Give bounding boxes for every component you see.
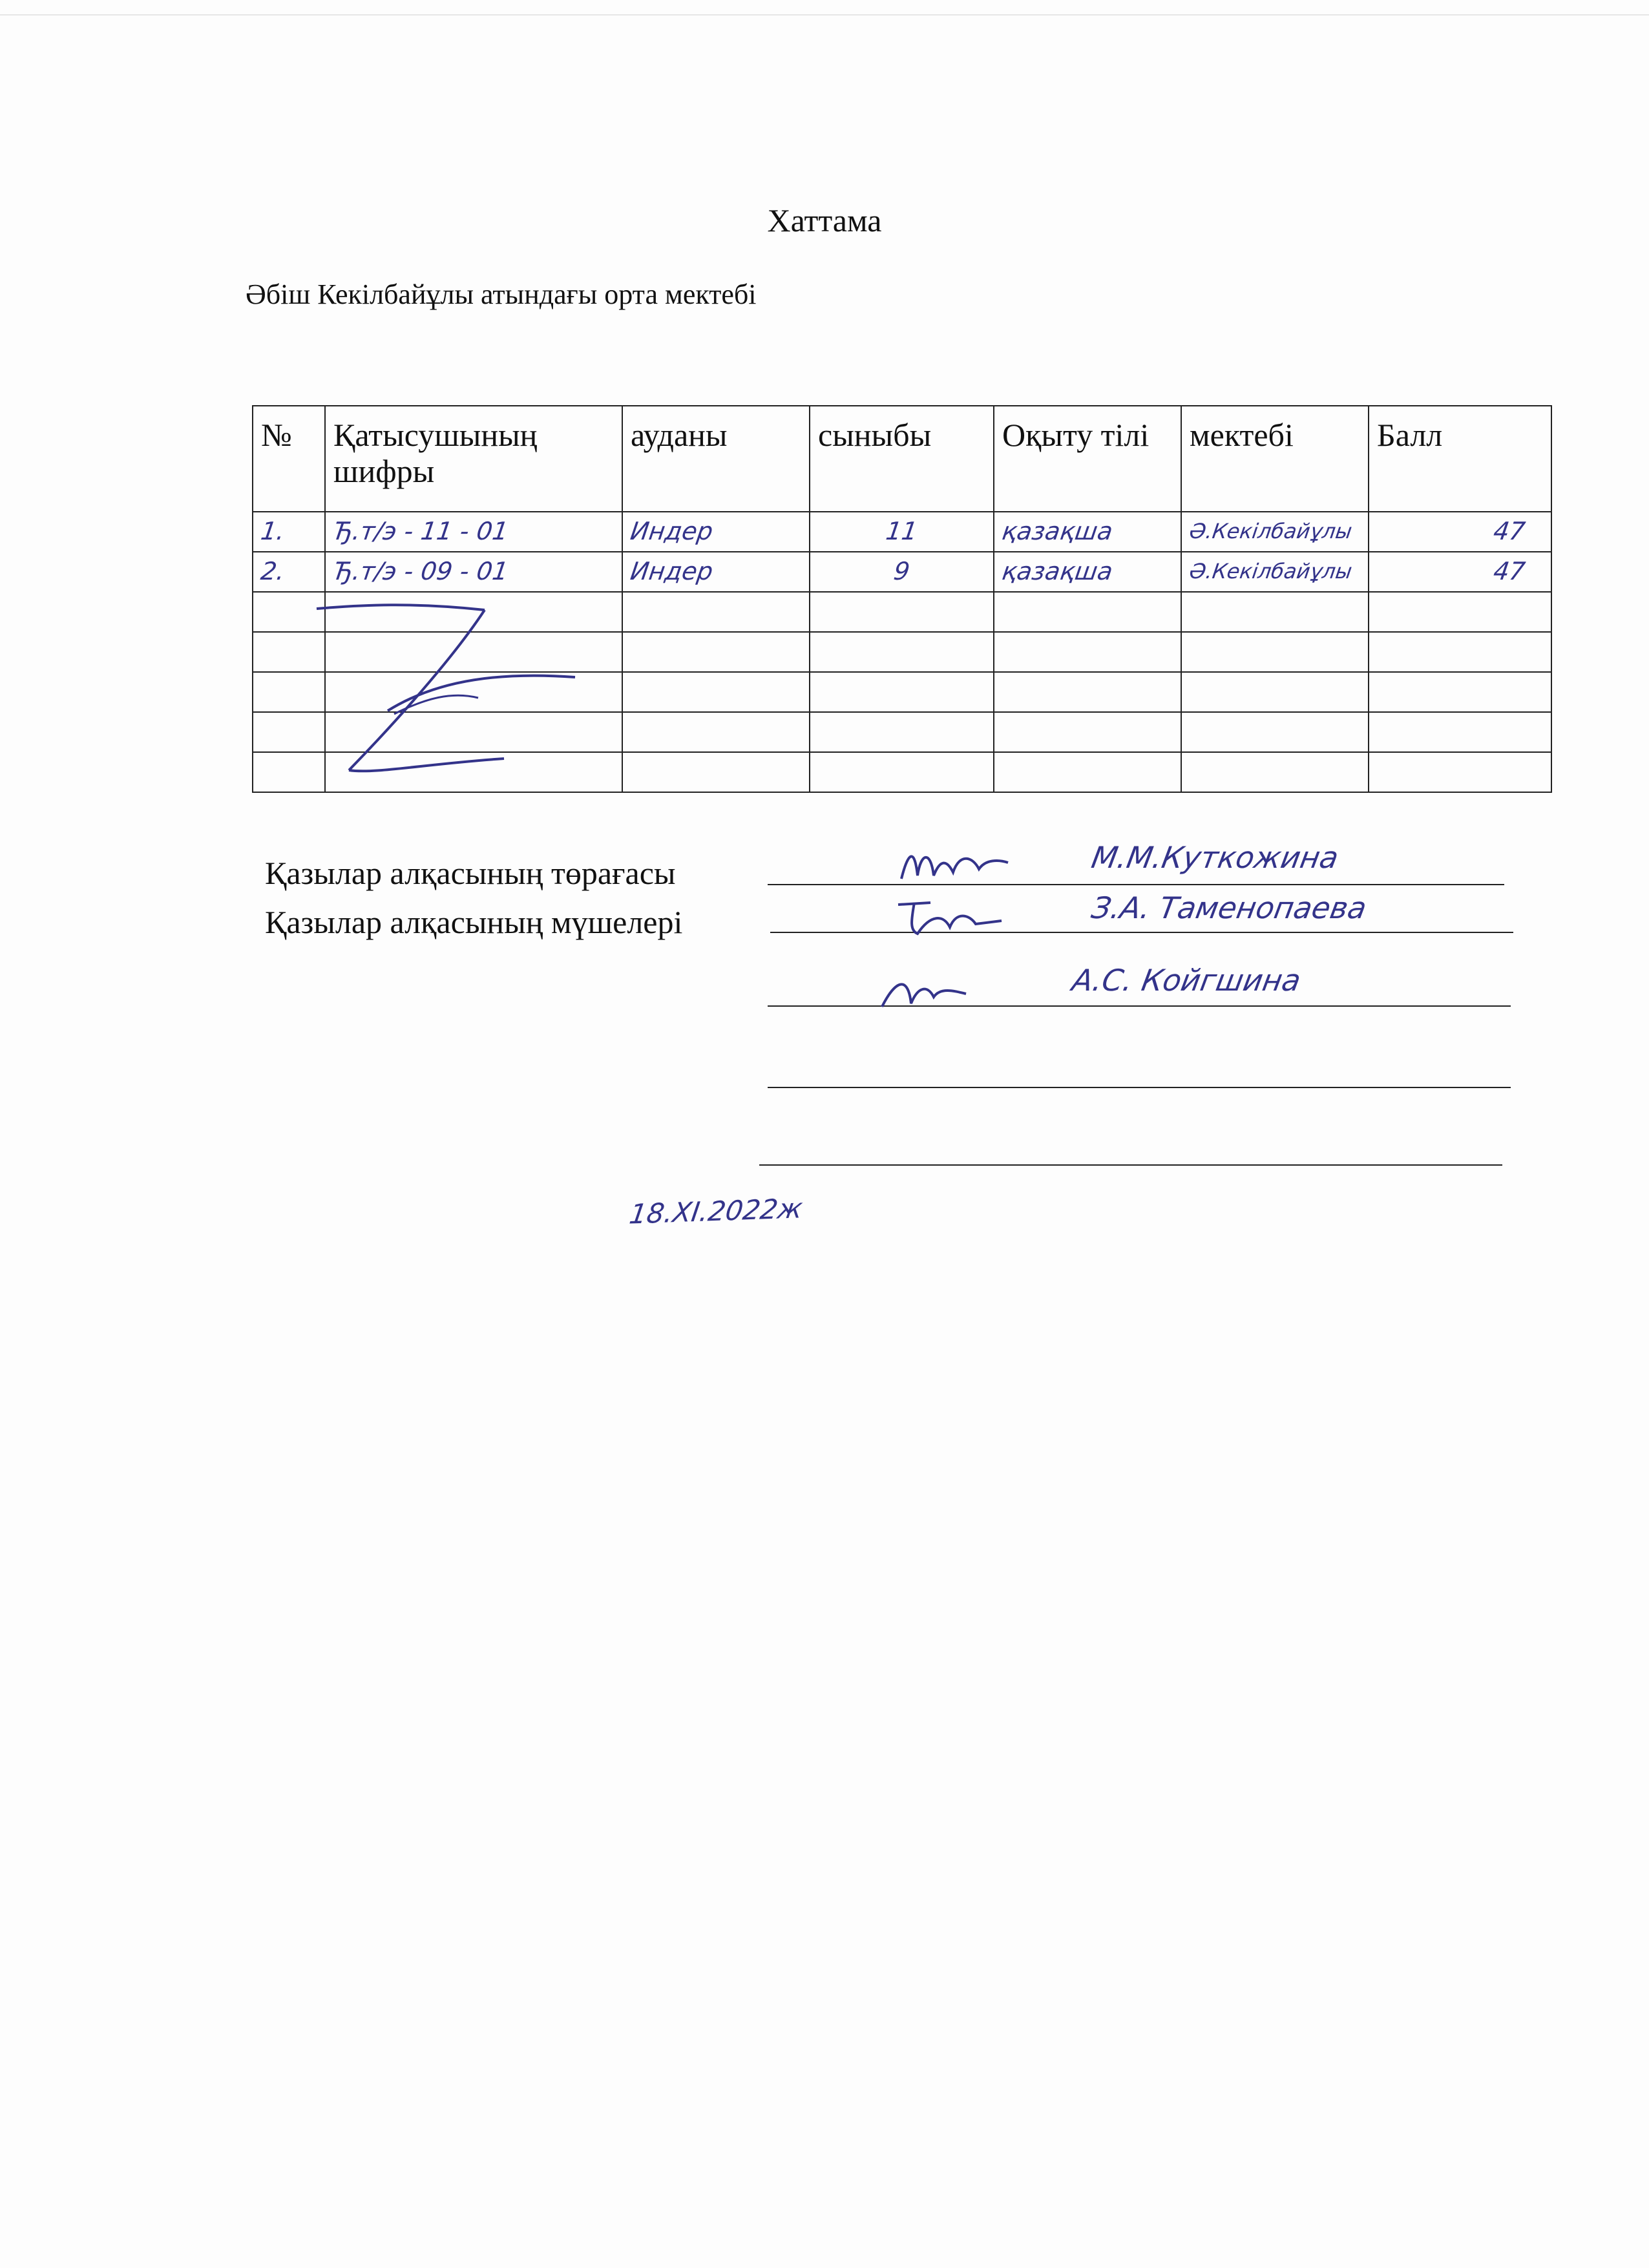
- chair-signature-mark: [895, 840, 1011, 892]
- signature-line: [759, 1164, 1502, 1166]
- member-signature-mark: [892, 895, 1008, 940]
- jury-chair-label: Қазылар алқасының төрағасы: [265, 855, 676, 891]
- table-row: [253, 512, 1551, 552]
- document-title: Хаттама: [767, 202, 882, 238]
- z-strike-mark: [310, 601, 594, 782]
- cell-school: Ә.Кекілбайұлы: [1181, 552, 1369, 592]
- chair-name: М.М.Куткожина: [1089, 840, 1341, 875]
- table-row: [253, 552, 1551, 592]
- school-line: Әбіш Кекілбайұлы атындағы орта мектебі: [246, 278, 757, 310]
- cell-school: Ә.Кекілбайұлы: [1181, 512, 1369, 552]
- scan-edge: [0, 14, 1649, 16]
- header-district: ауданы: [622, 406, 810, 512]
- cell-language: қазақша: [994, 552, 1181, 592]
- jury-members-label: Қазылар алқасының мүшелері: [265, 904, 683, 940]
- cell-language: қазақша: [994, 512, 1181, 552]
- member-signature-mark: [876, 968, 979, 1013]
- cell-grade: 9: [810, 552, 994, 592]
- table-header-row: [253, 406, 1551, 512]
- header-school: мектебі: [1181, 406, 1369, 512]
- cell-number: 1.: [253, 512, 325, 552]
- cell-grade: 11: [810, 512, 994, 552]
- handwritten-date: 18.XI.2022ж: [627, 1192, 805, 1230]
- signature-line: [768, 1087, 1511, 1088]
- cell-number: 2.: [253, 552, 325, 592]
- header-language: Оқыту тілі: [994, 406, 1181, 512]
- cell-district: Индер: [622, 552, 810, 592]
- header-code: Қатысушының шифры: [325, 406, 622, 512]
- cell-district: Индер: [622, 512, 810, 552]
- cell-code: Ђ.т/э - 09 - 01: [325, 552, 622, 592]
- cell-score: 47: [1369, 552, 1551, 592]
- signature-line: [768, 884, 1504, 885]
- signature-line: [770, 932, 1513, 933]
- header-number: №: [253, 406, 325, 512]
- member-name: А.С. Койгшина: [1069, 963, 1304, 998]
- header-score: Балл: [1369, 406, 1551, 512]
- member-name: З.А. Таменопаева: [1089, 890, 1369, 925]
- header-grade: сыныбы: [810, 406, 994, 512]
- cell-code: Ђ.т/э - 11 - 01: [325, 512, 622, 552]
- cell-score: 47: [1369, 512, 1551, 552]
